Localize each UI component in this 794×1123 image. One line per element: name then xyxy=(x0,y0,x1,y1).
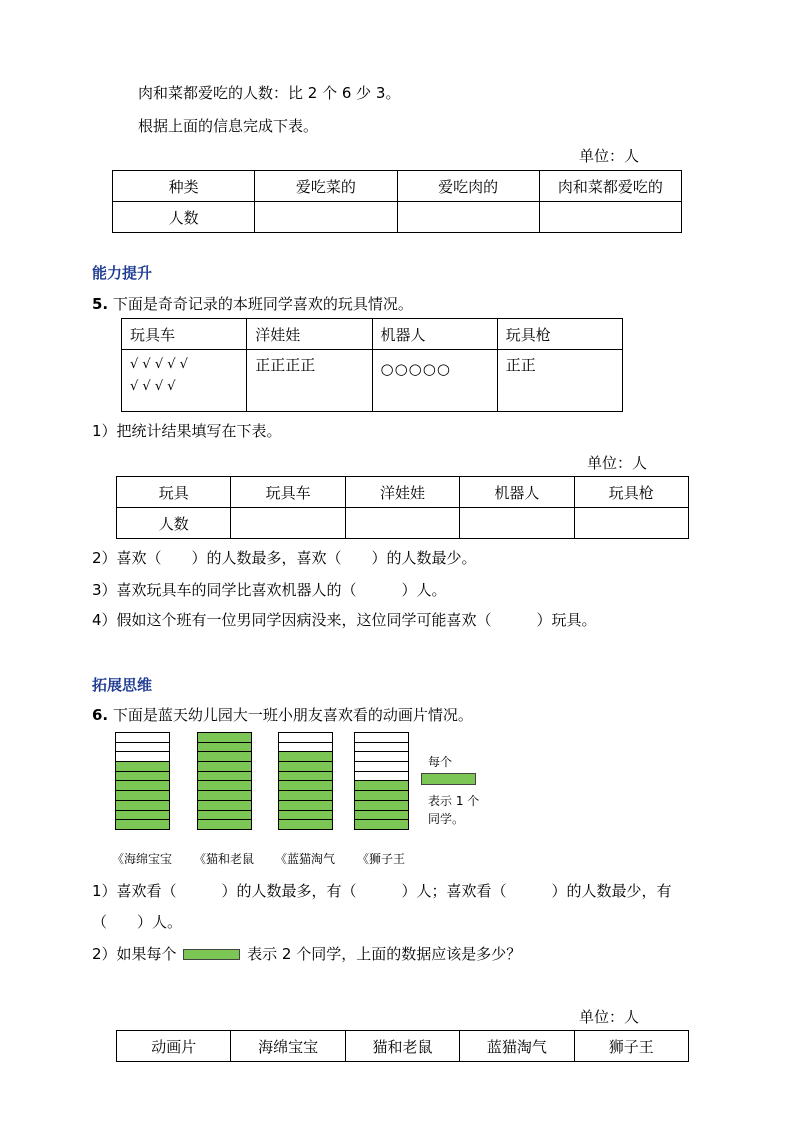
question-5 xyxy=(92,293,413,314)
legend-text-2: 表示 1 个 xyxy=(428,794,480,808)
chart-category-label: 《狮子王 xyxy=(356,852,405,866)
table-row xyxy=(122,319,623,350)
intro-line-2: 根据上面的信息完成下表。 xyxy=(138,117,319,135)
answer-cell[interactable] xyxy=(345,508,459,539)
q5-sub2: 2）喜欢（ ）的人数最多，喜欢（ ）的人数最少。 xyxy=(92,549,477,567)
table-row-label: 人数 xyxy=(117,508,231,539)
q5-sub1: 1）把统计结果填写在下表。 xyxy=(92,422,282,440)
table-header-cell: 爱吃肉的 xyxy=(397,171,539,202)
answer-cell[interactable] xyxy=(574,508,688,539)
table-header-cell: 洋娃娃 xyxy=(247,319,372,350)
q5-sub4: 4）假如这个班有一位男同学因病没来，这位同学可能喜欢（ ）玩具。 xyxy=(92,611,597,629)
q6-sub2-suffix: 表示 2 个同学，上面的数据应该是多少？ xyxy=(247,945,522,963)
answer-cell[interactable] xyxy=(255,202,397,233)
table-header-cell: 动画片 xyxy=(117,1031,231,1062)
chart-cell-filled xyxy=(354,819,409,830)
chart-cell-filled xyxy=(278,819,333,830)
chart-cell-filled xyxy=(197,819,252,830)
table-row xyxy=(117,508,689,539)
table-header-cell: 玩具车 xyxy=(122,319,247,350)
legend-text-1: 每个 xyxy=(428,755,453,769)
table-header-cell: 种类 xyxy=(113,171,255,202)
table-row xyxy=(122,350,623,412)
q6-unit: 单位：人 xyxy=(579,1008,640,1026)
table-row-label: 人数 xyxy=(113,202,255,233)
table-header-cell: 玩具枪 xyxy=(497,319,622,350)
intro-table xyxy=(112,170,682,233)
tally-gun: 正正 xyxy=(497,350,622,412)
question-text: 下面是蓝天幼儿园大一班小朋友喜欢看的动画片情况。 xyxy=(112,706,473,724)
answer-cell[interactable] xyxy=(231,508,345,539)
toy-table xyxy=(116,476,689,539)
tally-table xyxy=(121,318,623,412)
table-header-cell: 玩具枪 xyxy=(574,477,688,508)
question-6 xyxy=(92,704,473,725)
table-header-cell: 肉和菜都爱吃的 xyxy=(539,171,681,202)
section-title-ability: 能力提升 xyxy=(92,264,153,282)
table-header-cell: 洋娃娃 xyxy=(345,477,459,508)
intro-unit: 单位：人 xyxy=(579,147,640,165)
table-header-cell: 狮子王 xyxy=(574,1031,688,1062)
intro-line-1: 肉和菜都爱吃的人数：比 2 个 6 少 3。 xyxy=(138,84,401,102)
tally-check-line: √ √ √ √ √ xyxy=(130,357,188,372)
q6-sub1-line2: （ ）人。 xyxy=(92,913,183,931)
q5-unit: 单位：人 xyxy=(587,454,648,472)
table-header-cell: 玩具 xyxy=(117,477,231,508)
answer-cell[interactable] xyxy=(539,202,681,233)
table-header-cell: 爱吃菜的 xyxy=(255,171,397,202)
answer-cell[interactable] xyxy=(397,202,539,233)
table-header-cell: 玩具车 xyxy=(231,477,345,508)
chart-bar xyxy=(197,732,252,830)
table-row xyxy=(117,477,689,508)
table-header-cell: 机器人 xyxy=(460,477,574,508)
q6-sub2-prefix: 2）如果每个 xyxy=(92,945,177,963)
chart-bar xyxy=(278,732,333,830)
chart-category-label: 《蓝猫淘气 xyxy=(274,852,335,866)
table-header-cell: 蓝猫淘气 xyxy=(460,1031,574,1062)
table-row xyxy=(113,202,682,233)
legend-bar-swatch xyxy=(421,773,476,785)
chart-category-label: 《猫和老鼠 xyxy=(193,852,254,866)
table-header-cell: 海绵宝宝 xyxy=(231,1031,345,1062)
chart-bar xyxy=(115,732,170,830)
question-text: 下面是奇奇记录的本班同学喜欢的玩具情况。 xyxy=(112,295,413,313)
chart-bar xyxy=(354,732,409,830)
tally-car xyxy=(122,350,247,412)
cartoon-table xyxy=(116,1030,689,1062)
tally-doll: 正正正正 xyxy=(247,350,372,412)
answer-cell[interactable] xyxy=(460,508,574,539)
inline-bar-icon xyxy=(183,949,240,960)
tally-robot: ○○○○○ xyxy=(372,350,497,412)
chart-category-label: 《海绵宝宝 xyxy=(111,852,172,866)
table-header-cell: 猫和老鼠 xyxy=(345,1031,459,1062)
q6-sub2 xyxy=(92,943,521,964)
question-number: 6. xyxy=(92,706,109,724)
table-row xyxy=(117,1031,689,1062)
section-title-expand: 拓展思维 xyxy=(92,676,153,694)
tally-check-line: √ √ √ √ xyxy=(130,379,176,394)
legend-text-3: 同学。 xyxy=(428,812,465,826)
q6-sub1-line1: 1）喜欢看（ ）的人数最多，有（ ）人；喜欢看（ ）的人数最少，有 xyxy=(92,882,672,900)
question-number: 5. xyxy=(92,295,109,313)
chart-cell-filled xyxy=(115,819,170,830)
table-header-cell: 机器人 xyxy=(372,319,497,350)
q5-sub3: 3）喜欢玩具车的同学比喜欢机器人的（ ）人。 xyxy=(92,581,447,599)
table-row xyxy=(113,171,682,202)
